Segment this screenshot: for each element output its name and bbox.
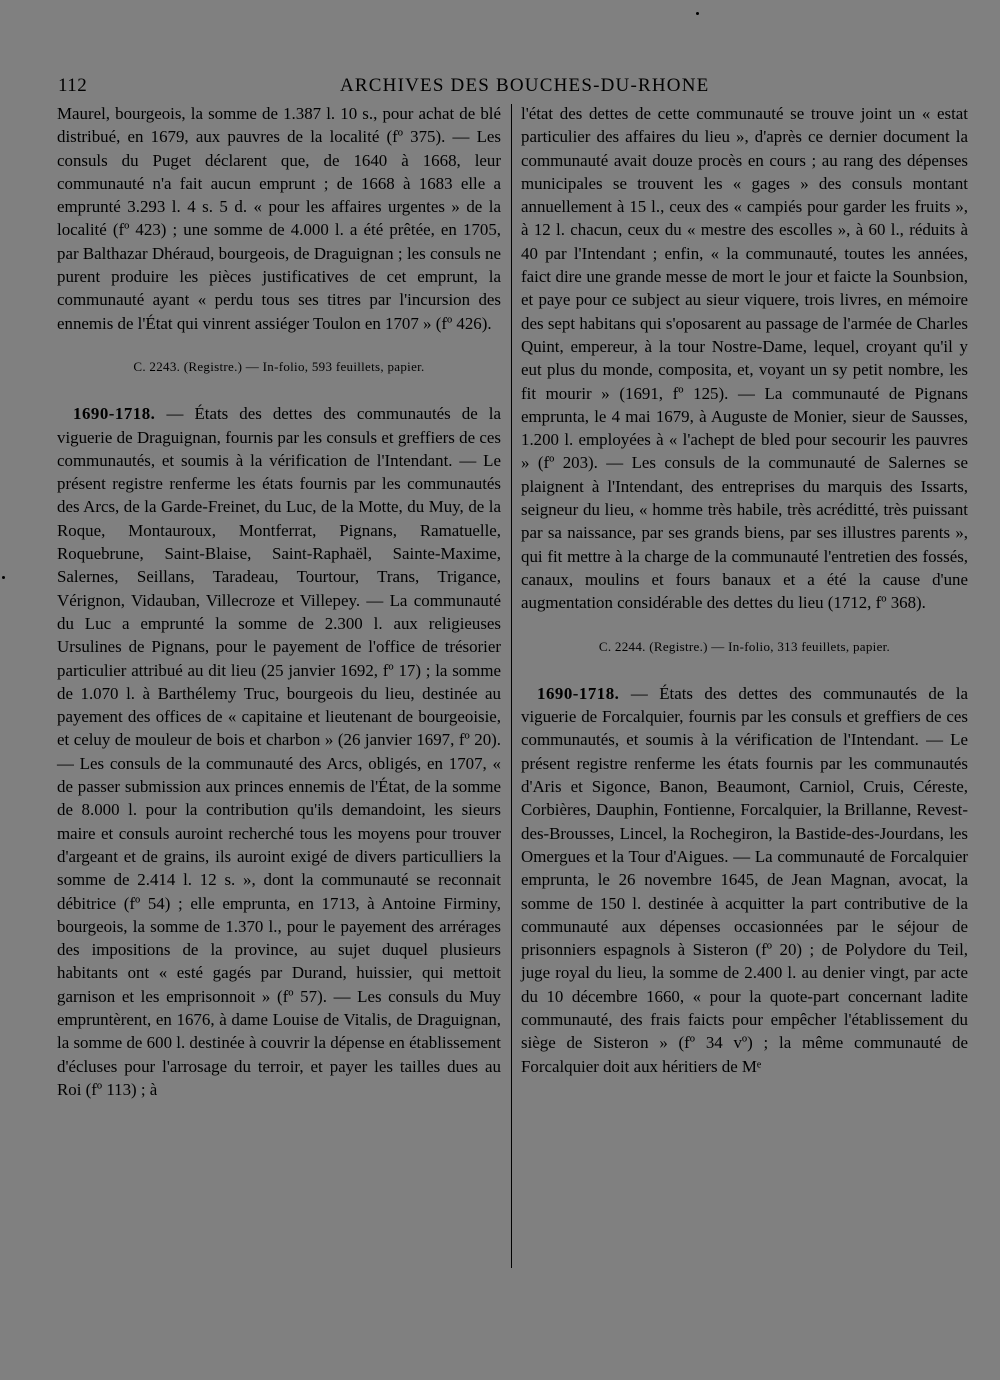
column-divider (511, 104, 512, 1268)
entry-c2244 (521, 682, 968, 1078)
entry-date: 1690-1718. (537, 683, 620, 703)
right-column (521, 102, 968, 1078)
entry-text: — États des dettes des communautés de la viguerie de Forcalquier, fournis par les consuls et greffiers de ces communautés, et soumis à la vérification de l'Intendant. — Le présent registre renferme les états fournis par les communautés d'Aris et Sigonce, Banon, Beaumont, Carniol, Cruis, Céreste, Corbières, Dauphin, Fontienne, Forcalquier, la Brillanne, Revest-des-Brousses, Lincel, la Rochegiron, la Bastide-des-Jourdans, les Omergues et la Tour d'Aigues. — La communauté de Forcalquier emprunta, le 26 novembre 1645, de Jean Magnan, avocat, la somme de 150 l. destinée à acquitter la part contributive de la communauté aux dépenses occasionnées par le séjour de prisonniers espagnols à Sisteron (fº 20) ; de Polydore du Teil, juge royal du lieu, la somme de 2.400 l. au denier vingt, par acte du 10 décembre 1660, « pour la quote-part concernant ladite communauté, des frais faicts pour empêcher l'établissement du siège de Sisteron » (fº 34 vº) ; la même communauté de Forcalquier doit aux héritiers de Mᵉ (521, 683, 968, 1076)
page-number: 112 (58, 75, 88, 96)
entry-c2243 (57, 402, 501, 1101)
entry-text: — États des dettes des communautés de la viguerie de Draguignan, fournis par les consuls et greffiers de ces communautés, et soumis à la vérification de l'Intendant. — Le présent registre renferme les états fournis par les communautés des Arcs, de la Garde-Freinet, du Luc, de la Motte, du Muy, de la Roque, Montauroux, Montferrat, Pignans, Ramatuelle, Roquebrune, Saint-Blaise, Saint-Raphaël, Sainte-Maxime, Salernes, Seillans, Taradeau, Tourtour, Trans, Trigance, Vérignon, Vidauban, Villecroze et Villepey. — La communauté du Luc a emprunté la somme de 2.300 l. aux religieuses Ursulines de Pignans, pour le payement de l'office de trésorier particulier attribué au dit lieu (25 janvier 1692, fº 17) ; la somme de 1.070 l. à Barthélemy Truc, bourgeois du lieu, destinée au payement des offices de « capitaine et lieutenant de bourgeoisie, et celuy de mouleur de bois et charbon » (26 janvier 1697, fº 20). — Les consuls de la communauté des Arcs, obligés, en 1707, « de passer submission aux princes ennemis de l'État, de la somme de 8.000 l. pour la contribution qu'ils demandoint, les sieurs maire et consuls auroint recherché tous les moyens pour trouver d'argeant et de grains, ils auroint exigé de divers particulliers la somme de 2.414 l. 12 s. », dont la communauté se reconnait débitrice (fº 54) ; elle emprunta, en 1713, à Antoine Firminy, bourgeois, la somme de 1.370 l., pour le payement des arrérages des impositions de la province, au sujet duquel plusieurs habitants ont « esté gagés par Durand, huissier, qui mettoit garnison et les emprisonnoit » (fº 57). — Les consuls du Muy empruntèrent, en 1676, à dame Louise de Vitalis, de Draguignan, la somme de 600 l. destinée à couvrir la dépense en établissement d'écluses pour l'arrosage du terroir, et payer les tailles dues au Roi (fº 113) ; à (57, 404, 501, 1099)
entry-date: 1690-1718. (73, 404, 156, 424)
archive-reference-c2243: C. 2243. (Registre.) — In-folio, 593 feuillets, papier. (133, 358, 425, 374)
scan-speck (696, 12, 699, 15)
running-title: ARCHIVES DES BOUCHES-DU-RHONE (340, 75, 710, 96)
archive-reference-c2244: C. 2244. (Registre.) — In-folio, 313 feuillets, papier. (598, 638, 891, 654)
left-column (57, 102, 501, 1101)
left-paragraph-continued: Maurel, bourgeois, la somme de 1.387 l. 10 s., pour achat de blé distribué, en 1679, aux pauvres de la localité (fº 375). — Les consuls du Puget déclarent que, de 1640 à 1668, leur communauté n'a fait aucun emprunt ; de 1668 à 1683 elle a emprunté 3.293 l. 4 s. 5 d. « pour les affaires urgentes » de la localité (fº 423) ; une somme de 4.000 l. a été prêtée, en 1705, par Balthazar Dhéraud, bourgeois, de Draguignan ; les consuls ne purent produire les pièces justificatives de cet emprunt, la communauté ayant « perdu tous ses titres par l'incursion des ennemis de l'État qui vinrent assiéger Toulon en 1707 » (fº 426). (57, 104, 501, 333)
scan-speck (2, 576, 5, 579)
right-paragraph-continued: l'état des dettes de cette communauté se trouve joint un « estat particulier des affaires du lieu », d'après ce dernier document la communauté avait douze procès en cours ; au rang des dépenses municipales se trouvent les « gages » des consuls montant annuellement à 15 l., ceux des « campiés pour garder les fruits », à 12 l. chacun, ceux du « mestre des escolles », à 60 l., réduits à 40 par l'Intendant ; enfin, « la communauté, toutes les années, faict dire une grande messe de mort le jour et faicte la Sounbsion, et paye pour ce subject au sieur viquere, trois livres, en mémoire des sept habitans qui s'oposarent au passage de l'armée de Charles Quint, empereur, à la tour Nostre-Dame, lequel, croyant qu'il y eut plus du monde, composita, et, voyant un sy petit nombre, les fit mourir » (1691, fº 125). — La communauté de Pignans emprunta, le 4 mai 1679, à Auguste de Monier, sieur de Sausses, 1.200 l. employées à « l'achept de bled pour secourir les pauvres » (fº 203). — Les consuls de la communauté de Salernes se plaignent à l'Intendant, des entreprises du marquis des Issarts, seigneur du lieu, « homme très habile, très acréditté, très puissant par sa naissance, par ses grands biens, par ses illustres parents », qui fit mettre à la charge de la communauté l'entretien des fossés, canaux, moulins et fours banaux et a été la cause d'une augmentation considérable des dettes du lieu (1712, fº 368). (521, 104, 968, 613)
